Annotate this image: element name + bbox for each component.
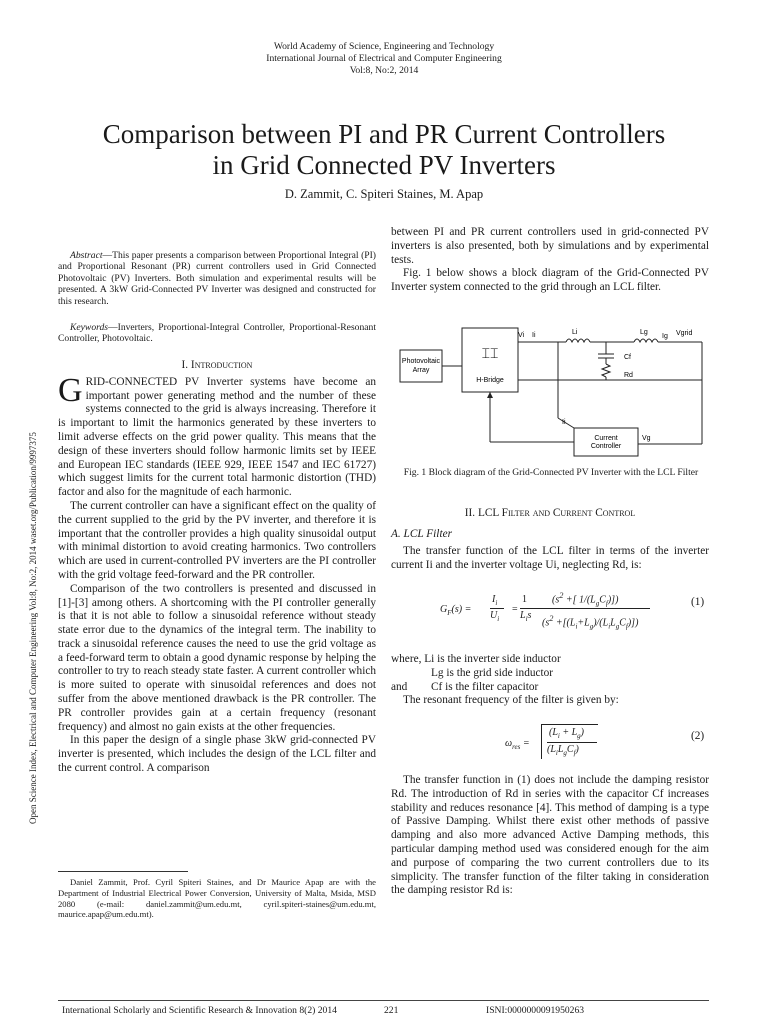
side-publication-info: Open Science Index, Electrical and Computer Engineering Vol:8, No:2, 2014 waset.org/Publication/9997375: [28, 432, 38, 824]
pv-array-label-1: Photovoltaic: [401, 358, 441, 365]
footer-isni: ISNI:0000000091950263: [486, 1005, 585, 1016]
abstract-label: Abstract: [70, 249, 103, 261]
equation-2: $\omega_{res}$ = $(L_i + L_g)$ $(L_iL_gC_f)$: [505, 724, 615, 764]
where-cf: Cf is the filter capacitor: [431, 680, 539, 693]
label-vg: Vg: [642, 435, 651, 442]
label-lg: Lg: [640, 329, 648, 336]
right-column-top: [391, 226, 709, 295]
footnote-rule: [58, 871, 188, 872]
journal-header-line2: International Journal of Electrical and Computer Engineering: [266, 53, 502, 64]
intro-paragraph-2: The current controller can have a significant effect on the quality of the current supplied to the grid by the PV inverter, and therefore it is important that the controller provides a high quality sinusoidal output with minimal distortion to avoid creating harmonics. Two controllers which are used in current-controlled PV inverters are the PI controller with the grid voltage feed-forward and the PR controller.: [58, 499, 376, 581]
where-definitions: [391, 653, 709, 708]
equation-1-number: (1): [691, 596, 705, 608]
label-cf: Cf: [624, 354, 631, 361]
author-list: D. Zammit, C. Spiteri Staines, M. Apap: [284, 187, 484, 201]
damping-text: The transfer function in (1) does not include the damping resistor Rd. The introduction of Rd in series with the capacitor Cf increases stability and reduces resonance [4]. This method of damping is a type of Passive Damping. Whilst there exist other methods of passive damping and also more advanced Active Damping methods, this particular damping method used was considered enough for the aim and purpose of comparing the two current controllers due to its simplicity. The transfer function of the filter taking in consideration the damping resistor Rd is:: [391, 774, 709, 897]
lcl-intro-paragraph: [391, 545, 709, 573]
label-vgrid: Vgrid: [676, 330, 693, 337]
label-li: Li: [572, 329, 578, 336]
intro-paragraph-1: RID-CONNECTED PV Inverter systems have become an important power generating method and the number of these systems connected to the grid is always increasing. Therefore it is important to limit the harmonics generated by these inverters to limit adverse effects on the grid power quality. This means that the design of these inverters should follow harmonic limits set by IEEE and European IEC standards (IEEE 929, IEEE 1547 and IEC 61727) which suggest limits for the current total harmonic distortion (THD) factor and also for the magnitude of each harmonic.: [58, 375, 376, 499]
where-li: where, Li is the inverter side inductor: [391, 653, 561, 665]
controller-label-2: Controller: [590, 443, 622, 450]
drop-cap: G: [58, 371, 83, 409]
label-rd: Rd: [624, 372, 633, 379]
intro-paragraph-4: In this paper the design of a single phase 3kW grid-connected PV inverter is presented, which includes the design of the LCL filter and the current control. A comparison: [58, 734, 376, 775]
footer-rule: [58, 1000, 709, 1001]
label-ii: Ii: [532, 332, 536, 339]
right-paragraph-1: Fig. 1 below shows a block diagram of the Grid-Connected PV Inverter system connected to the grid through an LCL filter.: [391, 267, 709, 294]
damping-paragraph: [391, 774, 709, 898]
footer-journal: International Scholarly and Scientific Research & Innovation 8(2) 2014: [62, 1005, 337, 1016]
inductor-li: [566, 339, 590, 342]
hbridge-label: H-Bridge: [476, 377, 504, 384]
controller-label-1: Current: [594, 435, 618, 442]
label-ig: Ig: [662, 333, 668, 340]
equation-1: $G_F(s)$ = $I_i$ $U_i$ = 1 $L_is$ ($s^2$ +[ $1/(L_gC_f)$]) $(s^2 +[(L_i+L_g)/(L_iL_gC_f)])$: [440, 590, 655, 634]
footer-page-number: 221: [384, 1005, 399, 1016]
hbridge-switch-icon: ⌶⌶: [481, 345, 499, 361]
right-paragraph-0: between PI and PR current controllers used in grid-connected PV inverters is also presented, both by simulations and by experimental tests.: [391, 226, 709, 266]
resonant-intro: The resonant frequency of the filter is given by:: [403, 694, 619, 707]
keywords-text: —Inverters, Proportional-Integral Controller, Proportional-Resonant Controller, Photovoltaic.: [58, 321, 376, 345]
label-ii-feedback: Ii: [562, 419, 566, 426]
journal-header-line1: World Academy of Science, Engineering and Technology: [273, 41, 495, 52]
paper-title-line1: Comparison between PI and PR Current Controllers: [102, 119, 666, 149]
where-and: and: [391, 680, 408, 693]
abstract-text: —This paper presents a comparison between Proportional Integral (PI) and Proportional Resonant (PR) current controllers used in Grid Connected Photovoltaic (PV) Inverters. Both simulation and experimental results will be presented. A 3kW Grid-Connected PV Inverter was designed and constructed for this research.: [58, 249, 376, 307]
left-column: [58, 240, 376, 776]
pv-array-block: [400, 350, 442, 382]
where-lg: Lg is the grid side inductor: [431, 666, 554, 679]
section-heading-lcl-filter: II. LCL Filter and Current Control: [464, 507, 636, 519]
inductor-lg: [634, 339, 658, 342]
figure-1-caption: Fig. 1 Block diagram of the Grid-Connected PV Inverter with the LCL Filter: [403, 467, 699, 478]
where-cf-row: [391, 681, 709, 695]
subsection-heading-lcl: A. LCL Filter: [391, 528, 452, 540]
author-affiliation-footnote: Daniel Zammit, Prof. Cyril Spiteri Staines, and Dr Maurice Apap are with the Department of Industrial Electrical Power Conversion, University of Malta, Msida, MSD 2080 (e-mail: daniel.zammit@um.edu.mt, cyril.spiteri-staines@um.edu.mt, maurice.apap@um.edu.mt).: [58, 877, 376, 920]
lcl-transfer-text: The transfer function of the LCL filter in terms of the inverter current Ii and the inverter voltage Ui, neglecting Rd, is:: [391, 545, 709, 571]
keywords-label: Keywords: [70, 321, 109, 333]
section-heading-introduction: I. Introduction: [181, 358, 253, 371]
resistor-rd: [602, 364, 610, 377]
label-vi: Vi: [518, 332, 525, 339]
paper-title-line2: in Grid Connected PV Inverters: [212, 150, 556, 180]
current-controller-block: [574, 428, 638, 456]
block-diagram-figure: [398, 322, 708, 458]
journal-header-volume: Vol:8, No:2, 2014: [349, 65, 419, 76]
keywords: [58, 322, 376, 345]
pv-array-label-2: Array: [412, 367, 430, 374]
equation-2-number: (2): [691, 730, 705, 742]
intro-paragraph-3: Comparison of the two controllers is presented and discussed in [1]-[3] among others. A shortcoming with the PI controller generally is that it is not able to follow a sinusoidal reference without steady state error due to the dynamics of the integral term. The inability to track a sinusoidal reference causes the need to use the grid voltage as a feed-forward term to obtain a good dynamic response by helping the controller to try to reach steady state faster. A current controller which is more suited to operate with sinusoidal references and does not suffer from the above mentioned drawback is the PR controller. The PR controller provides gain at a certain frequency (resonant frequency) and almost no gain exists at the other frequencies.: [58, 582, 376, 733]
abstract: [58, 250, 376, 308]
